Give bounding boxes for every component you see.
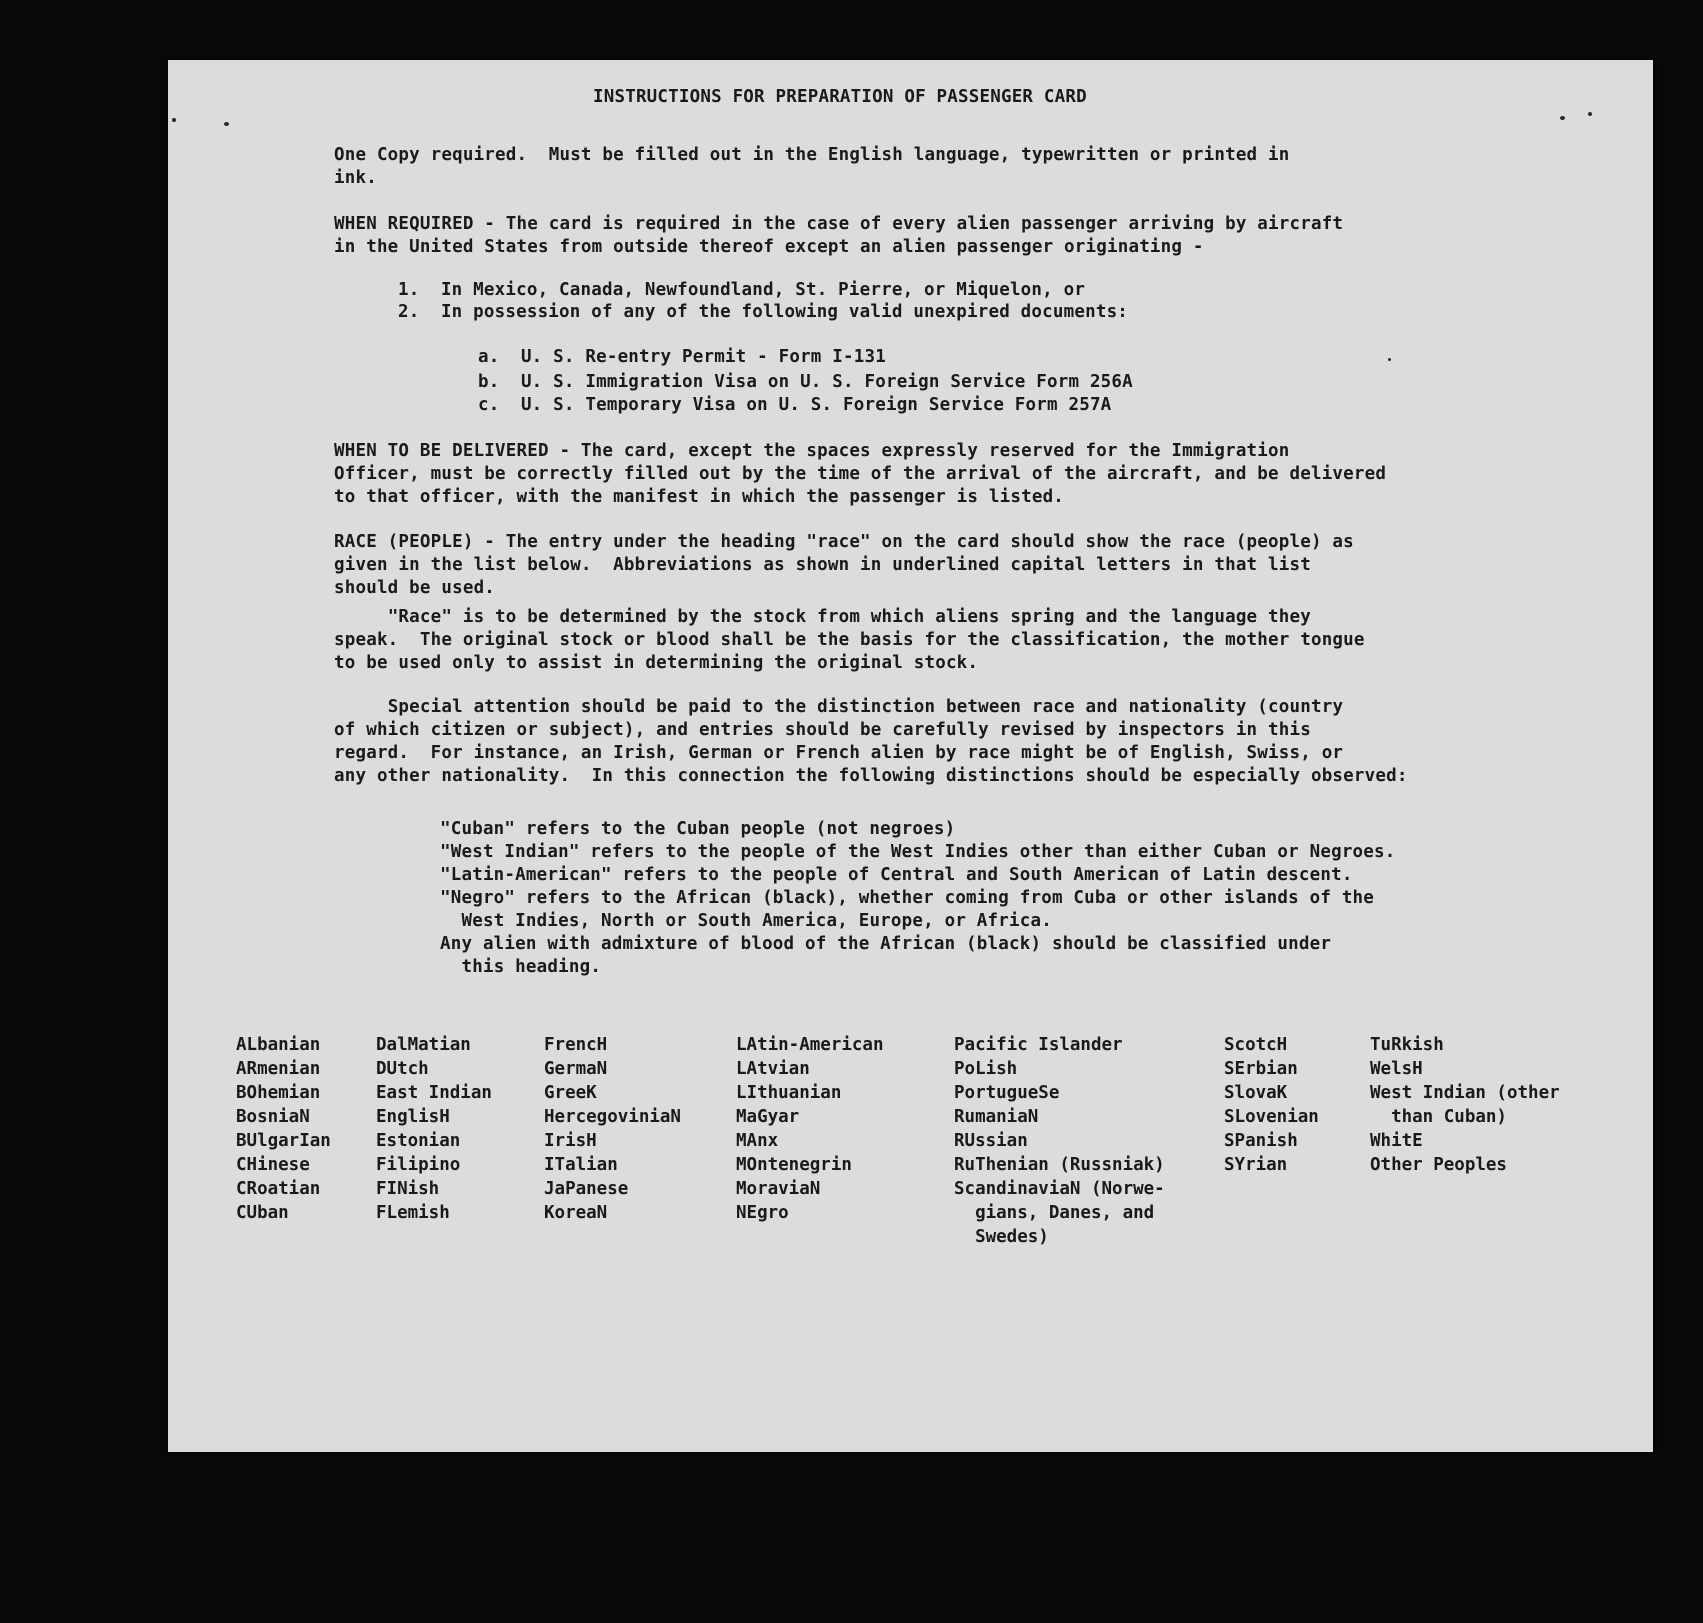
race-entry: ScandinaviaN (Norwe- [954, 1179, 1165, 1199]
race-entry: GermaN [544, 1059, 608, 1079]
distinction-item: "Cuban" refers to the Cuban people (not negroes) [440, 819, 956, 839]
scan-speck [172, 118, 176, 122]
race-list-column [954, 1033, 1165, 1249]
document-page [168, 60, 1653, 1452]
race-entry: NEgro [736, 1203, 789, 1223]
race-entry: RuThenian (Russniak) [954, 1155, 1165, 1175]
race-entry: West Indian (other [1370, 1083, 1560, 1103]
race-list-column [1224, 1033, 1319, 1177]
race-entry: GreeK [544, 1083, 597, 1103]
when-required-paragraph: WHEN REQUIRED - The card is required in the case of every alien passenger arriving by aircraft in the United States from outside thereof except an alien passenger originating - [334, 214, 1344, 257]
race-entry: Swedes) [954, 1227, 1049, 1247]
race-entry: ScotcH [1224, 1035, 1288, 1055]
race-list-column [544, 1033, 681, 1225]
copy-requirement-paragraph: One Copy required. Must be filled out in the English language, typewritten or printed in ink. [334, 145, 1290, 188]
race-entry: LIthuanian [736, 1083, 842, 1103]
distinction-item: "West Indian" refers to the people of the West Indies other than either Cuban or Negroes. [440, 842, 1396, 862]
race-entry: FINish [376, 1179, 440, 1199]
document-item: a. U. S. Re-entry Permit - Form I-131 [478, 347, 886, 367]
race-entry: WelsH [1370, 1059, 1423, 1079]
race-entry: ALbanian [236, 1035, 321, 1055]
race-people-paragraph: RACE (PEOPLE) - The entry under the heading "race" on the card should show the race (people) as given in the list below. Abbreviations as shown in underlined capital letters in that list should be used. [334, 532, 1354, 598]
race-entry: PoLish [954, 1059, 1018, 1079]
race-entry: EnglisH [376, 1107, 450, 1127]
race-entry: SlovaK [1224, 1083, 1288, 1103]
race-entry: HercegovinіaN [544, 1107, 681, 1127]
scan-speck [1588, 112, 1592, 116]
scan-speck [1560, 116, 1565, 120]
race-entry: KoreaN [544, 1203, 608, 1223]
race-entry: CUban [236, 1203, 289, 1223]
scan-speck [224, 122, 229, 126]
race-entry: Estonian [376, 1131, 461, 1151]
race-entry: SErbian [1224, 1059, 1298, 1079]
race-entry: Pacific Islander [954, 1035, 1123, 1055]
race-entry: IrisH [544, 1131, 597, 1151]
distinction-item: "Negro" refers to the African (black), whether coming from Cuba or other islands of the West Indies, North or South America, Europe, or Africa. [440, 888, 1375, 931]
race-entry: ITalian [544, 1155, 618, 1175]
race-entry: CHinese [236, 1155, 310, 1175]
race-list-column [236, 1033, 331, 1225]
exception-item: 2. In possession of any of the following valid unexpired documents: [398, 302, 1129, 322]
race-entry: JaPanese [544, 1179, 629, 1199]
race-entry: gians, Danes, and [954, 1203, 1155, 1223]
race-entry: CRoatian [236, 1179, 321, 1199]
distinction-item: Any alien with admixture of blood of the African (black) should be classified under this heading. [440, 934, 1332, 977]
race-entry: MOntenegrin [736, 1155, 852, 1175]
race-entry: Other Peoples [1370, 1155, 1507, 1175]
race-list-column [736, 1033, 884, 1225]
race-entry: MAnx [736, 1131, 779, 1151]
race-entry: WhitE [1370, 1131, 1423, 1151]
race-entry: RumaniaN [954, 1107, 1039, 1127]
race-entry: BUlgarIan [236, 1131, 331, 1151]
race-entry: MoraviaN [736, 1179, 821, 1199]
scan-speck [1388, 358, 1391, 361]
race-entry: LAtvian [736, 1059, 810, 1079]
race-entry: MaGyar [736, 1107, 800, 1127]
race-entry: ARmenian [236, 1059, 321, 1079]
race-entry: PortugueSe [954, 1083, 1060, 1103]
race-entry: DUtch [376, 1059, 429, 1079]
race-entry: TuRkish [1370, 1035, 1444, 1055]
race-entry: than Cuban) [1370, 1107, 1507, 1127]
page-title: INSTRUCTIONS FOR PREPARATION OF PASSENGER CARD [593, 87, 1087, 107]
race-entry: Filipino [376, 1155, 461, 1175]
race-entry: LAtin-American [736, 1035, 884, 1055]
race-list-column [1370, 1033, 1560, 1177]
when-delivered-paragraph: WHEN TO BE DELIVERED - The card, except the spaces expressly reserved for the Immigration Officer, must be correctly filled out by the time of the arrival of the aircraft, and be delivered to that officer, with the manifest in which the passenger is listed. [334, 441, 1387, 507]
race-entry: FrencH [544, 1035, 608, 1055]
race-entry: SLovenian [1224, 1107, 1319, 1127]
race-entry: FLemish [376, 1203, 450, 1223]
document-item: b. U. S. Immigration Visa on U. S. Foreign Service Form 256A [478, 372, 1133, 392]
race-entry: SYrian [1224, 1155, 1288, 1175]
race-definition-paragraph: "Race" is to be determined by the stock from which aliens spring and the language they speak. The original stock or blood shall be the basis for the classification, the mother tongue to be used only to assist in determining the original stock. [334, 607, 1365, 673]
distinction-item: "Latin-American" refers to the people of Central and South American of Latin descent. [440, 865, 1353, 885]
special-attention-paragraph: Special attention should be paid to the distinction between race and nationality (country of which citizen or subject), and entries should be carefully revised by inspectors in this regard. For instance, an Irish, German or French alien by race might be of English, Swiss, or any other nationality. In this connection the following distinctions should be especially observed: [334, 697, 1408, 786]
race-entry: SPanish [1224, 1131, 1298, 1151]
race-list-column [376, 1033, 492, 1225]
race-entry: East Indian [376, 1083, 492, 1103]
race-entry: BOhemian [236, 1083, 321, 1103]
exception-item: 1. In Mexico, Canada, Newfoundland, St. Pierre, or Miquelon, or [398, 280, 1086, 300]
race-entry: DalMatian [376, 1035, 471, 1055]
document-item: c. U. S. Temporary Visa on U. S. Foreign Service Form 257A [478, 395, 1112, 415]
race-entry: RUssian [954, 1131, 1028, 1151]
race-entry: BosniaN [236, 1107, 310, 1127]
